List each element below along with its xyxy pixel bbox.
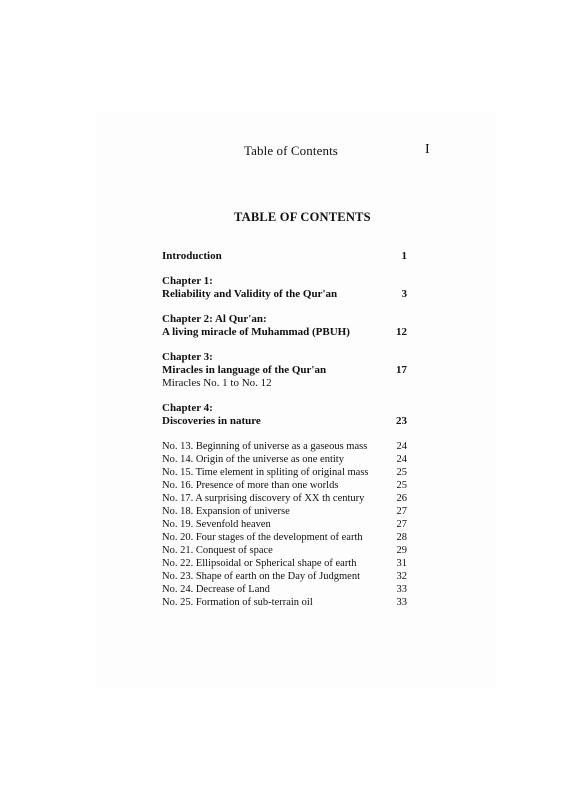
toc-entry	[162, 453, 412, 466]
toc-page-number: 1	[401, 250, 407, 262]
toc-entry-page: 31	[396, 558, 407, 569]
toc-page-number: 23	[396, 415, 407, 427]
toc-entry-title: No. 15. Time element in spliting of original mass	[162, 467, 369, 478]
toc-entry-page: 24	[396, 454, 407, 465]
toc-section-text: A living miracle of Muhammad (PBUH)	[162, 326, 350, 338]
toc-entry-page: 27	[396, 519, 407, 530]
toc-entry	[162, 466, 412, 479]
toc-entry	[162, 557, 412, 570]
toc-entry-page: 33	[396, 584, 407, 595]
toc-entry-title: No. 18. Expansion of universe	[162, 506, 290, 517]
toc-section-text: Miracles No. 1 to No. 12	[162, 377, 272, 389]
toc-entry-page: 24	[396, 441, 407, 452]
toc-entry-title: No. 20. Four stages of the development of earth	[162, 532, 363, 543]
toc-section-text: Chapter 1:	[162, 275, 213, 287]
toc-entry-page: 29	[396, 545, 407, 556]
toc-section	[162, 275, 412, 301]
toc-section-text: Miracles in language of the Qur'an	[162, 364, 327, 376]
toc-section-line	[162, 364, 412, 377]
toc-heading: TABLE OF CONTENTS	[234, 210, 371, 224]
toc-section-line	[162, 402, 412, 415]
toc-section-text: Discoveries in nature	[162, 415, 261, 427]
toc-section-text: Chapter 4:	[162, 402, 213, 414]
toc-page-number: 17	[396, 364, 407, 376]
toc-section-text: Chapter 2: Al Qur'an:	[162, 313, 267, 325]
toc-section-line	[162, 250, 412, 263]
toc-section	[162, 351, 412, 390]
toc-entry	[162, 492, 412, 505]
page-folio: I	[425, 142, 430, 157]
toc-section	[162, 250, 412, 263]
toc-section-line	[162, 288, 412, 301]
toc-entry	[162, 544, 412, 557]
toc-entry	[162, 518, 412, 531]
toc-entry-page: 26	[396, 493, 407, 504]
toc-entry-page: 33	[396, 597, 407, 608]
toc-section-line	[162, 415, 412, 428]
toc-section-text: Reliability and Validity of the Qur'an	[162, 288, 338, 300]
toc-entry	[162, 440, 412, 453]
toc-entry-title: No. 22. Ellipsoidal or Spherical shape of earth	[162, 558, 357, 569]
toc-section-line	[162, 313, 412, 326]
toc-entry-page: 27	[396, 506, 407, 517]
toc-section-line	[162, 377, 412, 390]
toc-entry-title: No. 16. Presence of more than one worlds	[162, 480, 339, 491]
toc-entry-page: 25	[396, 467, 407, 478]
toc-page-number: 3	[401, 288, 407, 300]
toc-entry-title: No. 13. Beginning of universe as a gaseous mass	[162, 441, 368, 452]
toc-section	[162, 402, 412, 428]
toc-entry-title: No. 23. Shape of earth on the Day of Judgment	[162, 571, 360, 582]
toc-section-line	[162, 326, 412, 339]
toc-entry-list	[162, 440, 412, 609]
table-of-contents	[162, 250, 412, 609]
toc-entry-title: No. 21. Conquest of space	[162, 545, 273, 556]
toc-section-text: Introduction	[162, 250, 222, 262]
toc-entry-title: No. 17. A surprising discovery of XX th century	[162, 493, 365, 504]
toc-entry	[162, 531, 412, 544]
toc-entry	[162, 596, 412, 609]
toc-section	[162, 313, 412, 339]
toc-entry-title: No. 24. Decrease of Land	[162, 584, 270, 595]
toc-entry	[162, 479, 412, 492]
toc-entry-title: No. 25. Formation of sub-terrain oil	[162, 597, 313, 608]
toc-section-line	[162, 275, 412, 288]
toc-sections	[162, 250, 412, 428]
toc-entry-page: 28	[396, 532, 407, 543]
running-header-title: Table of Contents	[244, 143, 338, 158]
toc-page-number: 12	[396, 326, 407, 338]
toc-entry	[162, 583, 412, 596]
toc-entry-title: No. 14. Origin of the universe as one entity	[162, 454, 344, 465]
toc-entry	[162, 505, 412, 518]
toc-entry	[162, 570, 412, 583]
toc-entry-page: 32	[396, 571, 407, 582]
toc-entry-title: No. 19. Sevenfold heaven	[162, 519, 271, 530]
toc-section-line	[162, 351, 412, 364]
toc-section-text: Chapter 3:	[162, 351, 213, 363]
toc-entry-page: 25	[396, 480, 407, 491]
